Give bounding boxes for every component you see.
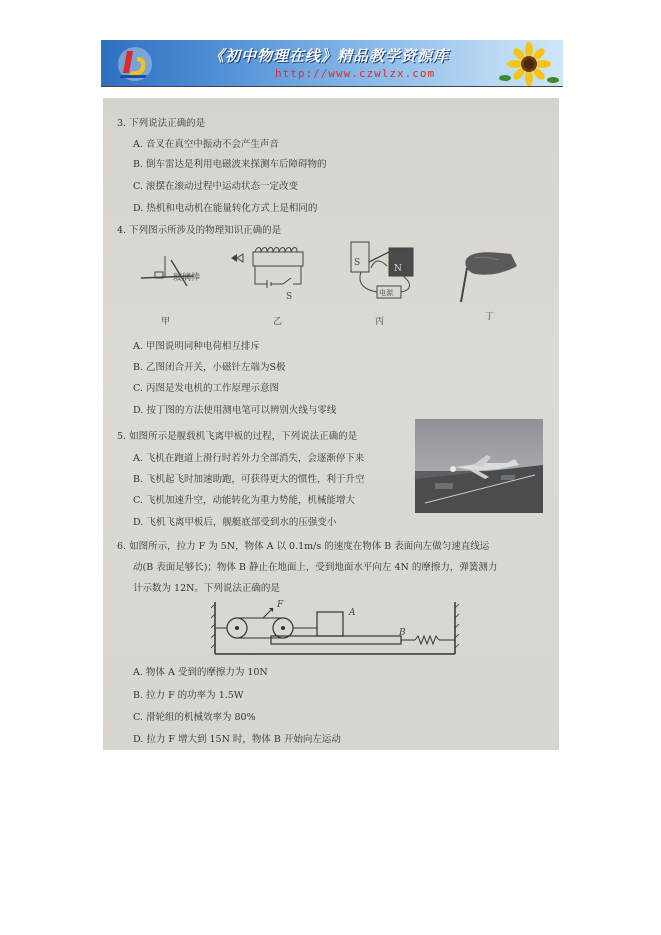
aircraft-carrier-photo bbox=[415, 419, 543, 513]
question-3-stem: 3. 下列说法正确的是 bbox=[117, 118, 206, 129]
figure-ding-caption: 丁 bbox=[485, 312, 495, 322]
question-3-option-c: C. 滚摆在滚动过程中运动状态一定改变 bbox=[133, 181, 298, 192]
diagram-object-a-label: A bbox=[349, 608, 356, 618]
figure-yi-switch-label: S bbox=[286, 292, 293, 302]
diagram-object-b-label: B bbox=[399, 628, 406, 638]
figure-yi-solenoid bbox=[227, 246, 317, 302]
figure-bing-pole-n: N bbox=[394, 264, 402, 274]
sunflower-icon bbox=[499, 42, 559, 86]
question-6-option-b: B. 拉力 F 的功率为 1.5W bbox=[133, 690, 244, 701]
question-5-stem: 5. 如图所示是舰载机飞离甲板的过程，下列说法正确的是 bbox=[117, 431, 358, 442]
question-4-stem: 4. 下列图示所涉及的物理知识正确的是 bbox=[117, 225, 282, 236]
question-5-option-b: B. 飞机起飞时加速助跑，可获得更大的惯性，利于升空 bbox=[133, 474, 365, 485]
question-6-option-a: A. 物体 A 受到的摩擦力为 10N bbox=[133, 667, 268, 678]
question-6-stem-line-2: 动(B 表面足够长)；物体 B 静止在地面上，受到地面水平向左 4N 的摩擦力，弹簧测力 bbox=[133, 562, 498, 573]
figure-ding-test-pen bbox=[453, 244, 523, 304]
question-4-option-b: B. 乙图闭合开关，小磁针左端为S极 bbox=[133, 362, 286, 373]
site-logo-icon bbox=[115, 43, 155, 83]
figure-bing-pole-s: S bbox=[354, 258, 361, 268]
question-5-option-d: D. 飞机飞离甲板后，舰艇底部受到水的压强变小 bbox=[133, 517, 337, 528]
question-6-option-d: D. 拉力 F 增大到 15N 时，物体 B 开始向左运动 bbox=[133, 734, 341, 745]
figure-bing-power-label: 电源 bbox=[379, 289, 393, 297]
figure-jia-glass-rod-label: 玻璃棒 bbox=[173, 273, 201, 283]
question-5-option-a: A. 飞机在跑道上滑行时若外力全部消失，会逐渐停下来 bbox=[133, 453, 365, 464]
figure-bing-caption: 丙 bbox=[375, 317, 385, 327]
header-banner bbox=[101, 40, 563, 86]
question-6-stem-line-1: 6. 如图所示，拉力 F 为 5N，物体 A 以 0.1m/s 的速度在物体 B 表面向左做匀速直线运 bbox=[117, 541, 490, 552]
figure-jia-caption: 甲 bbox=[161, 317, 171, 327]
question-3-option-b: B. 倒车雷达是利用电磁波来探测车后障碍物的 bbox=[133, 159, 327, 170]
question-4-option-c: C. 丙图是发电机的工作原理示意图 bbox=[133, 383, 279, 394]
question-4-option-a: A. 甲图说明同种电荷相互排斥 bbox=[133, 341, 260, 352]
banner-divider bbox=[101, 86, 563, 87]
question-4-option-d: D. 按丁图的方法使用测电笔可以辨别火线与零线 bbox=[133, 405, 337, 416]
pulley-system-diagram bbox=[211, 598, 461, 660]
question-6-option-c: C. 滑轮组的机械效率为 80% bbox=[133, 712, 256, 723]
question-5-option-c: C. 飞机加速升空，动能转化为重力势能，机械能增大 bbox=[133, 495, 355, 506]
banner-url[interactable]: http://www.czwlzx.com bbox=[275, 67, 436, 80]
scanned-exam-page bbox=[103, 98, 559, 750]
banner-title: 《初中物理在线》精品教学资源库 bbox=[209, 47, 450, 65]
diagram-force-f-label: F bbox=[277, 600, 284, 610]
question-3-option-a: A. 音叉在真空中振动不会产生声音 bbox=[133, 139, 279, 150]
question-3-option-d: D. 热机和电动机在能量转化方式上是相同的 bbox=[133, 203, 318, 214]
figure-yi-caption: 乙 bbox=[273, 317, 283, 327]
question-6-stem-line-3: 计示数为 12N。下列说法正确的是 bbox=[133, 583, 280, 594]
